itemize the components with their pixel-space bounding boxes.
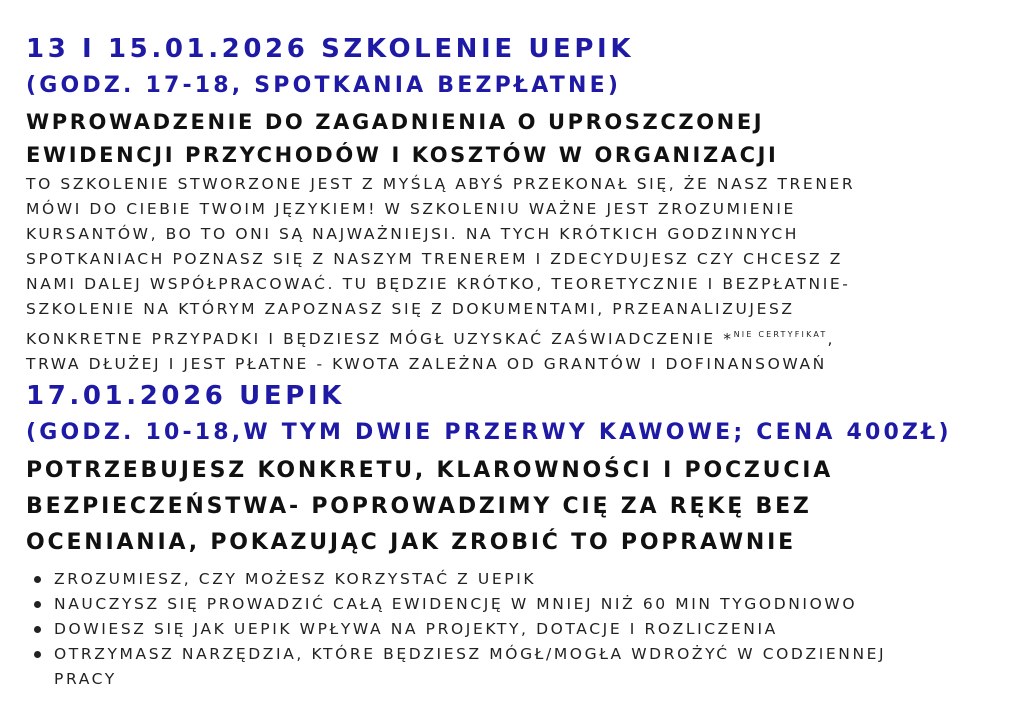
body-line-2: MÓWI DO CIEBIE TWOIM JĘZYKIEM! W SZKOLENIU WAŻNE JEST ZROZUMIENIE: [26, 200, 796, 218]
footnote-comma: ,: [827, 330, 836, 348]
body-line-5: NAMI DALEJ WSPÓŁPRACOWAĆ. TU BĘDZIE KRÓTKO, TEORETYCZNIE I BEZPŁATNIE-: [26, 275, 851, 293]
section1-heading-line-2: EWIDENCJI PRZYCHODÓW I KOSZTÓW W ORGANIZACJI: [26, 143, 779, 167]
body-line-6: SZKOLENIE NA KTÓRYM ZAPOZNASZ SIĘ Z DOKUMENTAMI, PRZEANALIZUJESZ: [26, 300, 795, 318]
section1-title: 13 I 15.01.2026 SZKOLENIE UEPIK: [26, 34, 635, 64]
body-line-3: KURSANTÓW, BO TO ONI SĄ NAJWAŻNIEJSI. NA TYCH KRÓTKICH GODZINNYCH: [26, 225, 800, 243]
section1-heading-line-1: WPROWADZENIE DO ZAGADNIENIA O UPROSZCZONEJ: [26, 110, 765, 134]
body-line-4: SPOTKANIACH POZNASZ SIĘ Z NASZYM TRENEREM I ZDECYDUJESZ CZY CHCESZ Z: [26, 250, 844, 268]
body-line-8: TRWA DŁUŻEJ I JEST PŁATNE - KWOTA ZALEŻNA OD GRANTÓW I DOFINANSOWAŃ: [26, 355, 827, 373]
benefits-list: [26, 567, 986, 692]
section2-heading-line-2: BEZPIECZEŃSTWA- POPROWADZIMY CIĘ ZA RĘKĘ BEZ: [26, 494, 812, 519]
body-line-7: [26, 322, 986, 352]
list-item: DOWIESZ SIĘ JAK UEPIK WPŁYWA NA PROJEKTY, DOTACJE I ROZLICZENIA: [32, 617, 986, 642]
section2-heading-line-3: OCENIANIA, POKAZUJĄC JAK ZROBIĆ TO POPRAWNIE: [26, 530, 796, 555]
list-item: NAUCZYSZ SIĘ PROWADZIĆ CAŁĄ EWIDENCJĘ W MNIEJ NIŻ 60 MIN TYGODNIOWO: [32, 592, 986, 617]
list-item: [32, 642, 986, 692]
section2-heading-line-1: POTRZEBUJESZ KONKRETU, KLAROWNOŚCI I POCZUCIA: [26, 458, 834, 483]
body-line-1: TO SZKOLENIE STWORZONE JEST Z MYŚLĄ ABYŚ PRZEKONAŁ SIĘ, ŻE NASZ TRENER: [26, 175, 856, 193]
list-item-line-2: PRACY: [54, 670, 117, 688]
section1-subtitle: (GODZ. 17-18, SPOTKANIA BEZPŁATNE): [26, 73, 622, 98]
section2-title: 17.01.2026 UEPIK: [26, 381, 345, 411]
document-page: [26, 32, 986, 692]
list-item: ZROZUMIESZ, CZY MOŻESZ KORZYSTAĆ Z UEPIK: [32, 567, 986, 592]
footnote-superscript: NIE CERTYFIKAT: [733, 330, 828, 339]
body-line-7-text: KONKRETNE PRZYPADKI I BĘDZIESZ MÓGŁ UZYSKAĆ ZAŚWIADCZENIE *: [26, 330, 734, 348]
list-item-line-1: OTRZYMASZ NARZĘDZIA, KTÓRE BĘDZIESZ MÓGŁ/MOGŁA WDROŻYĆ W CODZIENNEJ: [54, 645, 887, 663]
section2-subtitle: (GODZ. 10-18,W TYM DWIE PRZERWY KAWOWE; CENA 400ZŁ): [26, 420, 952, 445]
